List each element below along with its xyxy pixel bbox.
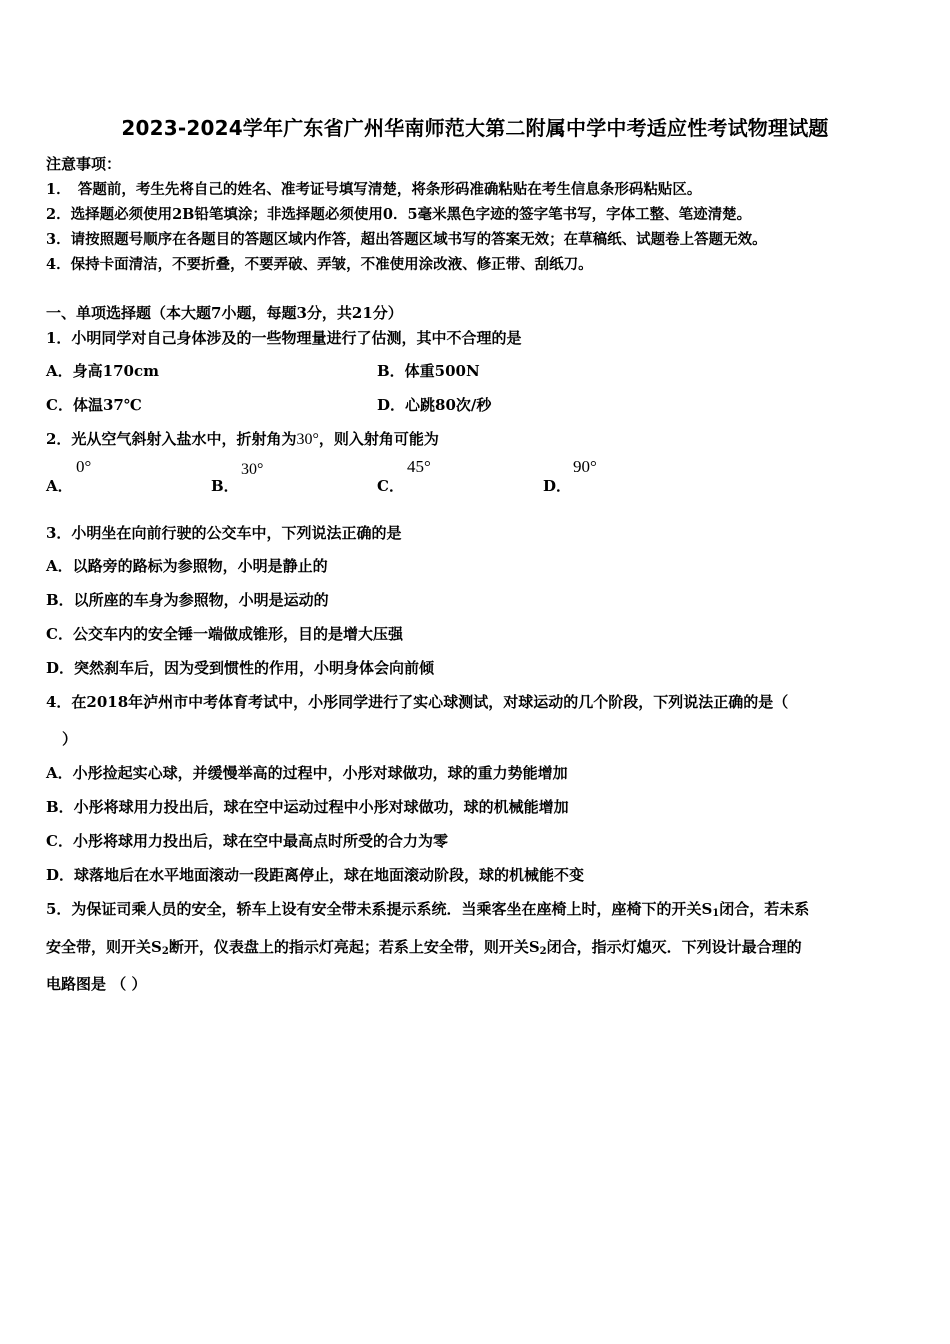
question-4-stem-line-1: 4．在2018年泸州市中考体育考试中，小彤同学进行了实心球测试，对球运动的几个阶段，下列说法正确的是（ [46,693,789,711]
question-3-option-c: C．公交车内的安全锤一端做成锥形，目的是增大压强 [46,625,403,643]
subscript: 2 [161,946,169,957]
option-angle: 45° [407,457,431,476]
page-title: 2023-2024学年广东省广州华南师范大第二附属中学中考适应性考试物理试题 [121,116,829,140]
text-segment: 闭合，指示灯熄灭．下列设计最合理的 [546,938,802,956]
question-1-option-b: B．体重500N [377,362,480,380]
question-2-option-c [377,457,431,496]
question-3-option-d: D．突然刹车后，因为受到惯性的作用，小明身体会向前倾 [46,659,435,677]
option-angle: 90° [573,457,597,476]
text-segment: 安全带，则开关S [46,938,162,956]
question-5-stem-line-2 [46,936,802,957]
question-4-stem-line-2: ） [62,730,78,748]
question-5-stem-line-3: 电路图是 （ ） [46,975,147,993]
question-2-stem-pre: 2．光从空气斜射入盐水中，折射角为 [46,430,297,448]
question-1-option-a: A．身高170cm [46,362,159,380]
subscript: 2 [539,946,547,957]
option-label: C． [377,477,404,495]
notice-item-4: 4．保持卡面清洁，不要折叠，不要弄破、弄皱，不准使用涂改液、修正带、刮纸刀。 [46,256,593,273]
question-4-option-b: B．小彤将球用力投出后，球在空中运动过程中小彤对球做功，球的机械能增加 [46,798,569,816]
question-2-option-d [543,457,597,496]
option-angle: 30° [241,461,264,478]
question-3-option-b: B．以所座的车身为参照物，小明是运动的 [46,591,329,609]
notice-item-3: 3．请按照题号顺序在各题目的答题区域内作答，超出答题区域书写的答案无效；在草稿纸、试题卷上答题无效。 [46,231,767,248]
question-1-stem: 1．小明同学对自己身体涉及的一些物理量进行了估测，其中不合理的是 [46,329,522,347]
option-label: B． [211,477,239,495]
notice-item-1: 1． 答题前，考生先将自己的姓名、准考证号填写清楚，将条形码准确粘贴在考生信息条形码粘贴区。 [46,181,702,198]
notice-item-2: 2．选择题必须使用2B铅笔填涂；非选择题必须使用0．5毫米黑色字迹的签字笔书写，字体工整、笔迹清楚。 [46,206,752,223]
question-2-option-b [211,461,264,496]
question-2-option-a [46,457,92,496]
question-1-option-d: D．心跳80次/秒 [377,396,492,414]
subscript: 1 [712,908,720,919]
option-label: D． [543,477,572,495]
notice-heading: 注意事项： [46,155,122,173]
text-segment: 5．为保证司乘人员的安全，轿车上设有安全带未系提示系统．当乘客坐在座椅上时，座椅下的开关S [46,900,713,918]
question-4-option-c: C．小彤将球用力投出后，球在空中最高点时所受的合力为零 [46,832,448,850]
section-heading: 一、单项选择题（本大题7小题，每题3分，共21分） [46,304,403,322]
question-3-option-a: A．以路旁的路标为参照物，小明是静止的 [46,557,328,575]
question-4-option-a: A．小彤捡起实心球，并缓慢举高的过程中，小彤对球做功，球的重力势能增加 [46,764,568,782]
option-angle: 0° [76,457,92,476]
text-segment: 闭合，若未系 [719,900,810,918]
question-5-stem-line-1 [46,898,809,919]
question-1-option-c: C．体温37℃ [46,396,142,414]
question-2-stem-angle: 30° [296,431,319,448]
question-2-stem [46,428,439,449]
question-4-option-d: D．球落地后在水平地面滚动一段距离停止，球在地面滚动阶段，球的机械能不变 [46,866,585,884]
question-2-stem-post: ，则入射角可能为 [318,430,439,448]
text-segment: 断开，仪表盘上的指示灯亮起；若系上安全带，则开关S [168,938,540,956]
option-label: A． [46,477,73,495]
question-3-stem: 3．小明坐在向前行驶的公交车中，下列说法正确的是 [46,524,402,542]
